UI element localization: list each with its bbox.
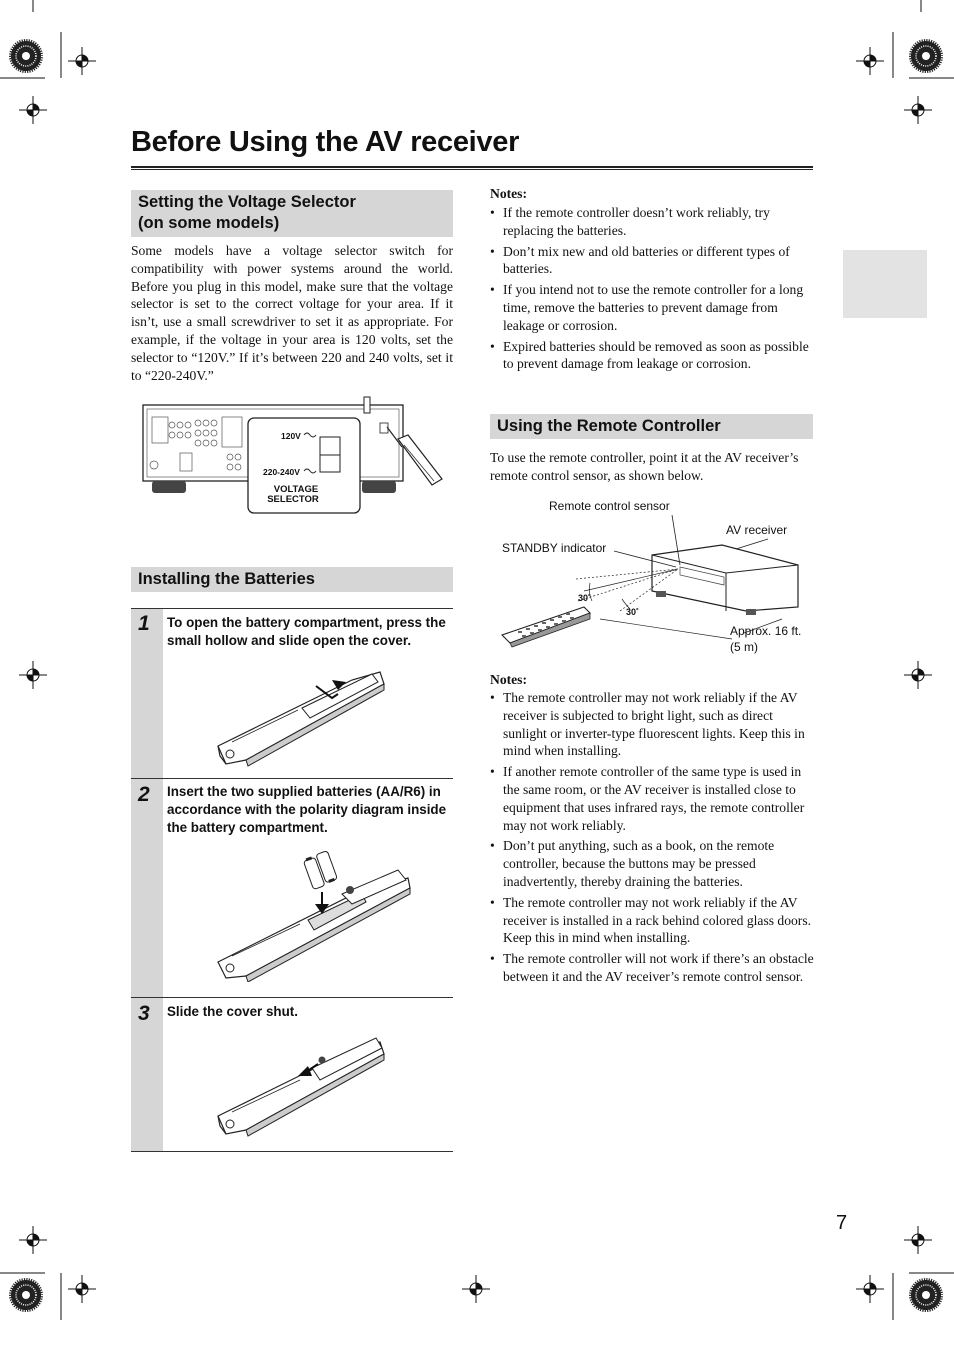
- voltage-heading: [131, 190, 453, 237]
- voltage-body: Some models have a voltage selector switch for compatibility with power systems around the world. Before you plug in this model, make sure that the voltage selector is set to the correct voltage for your area. If it isn’t, use a small screwdriver to set it as appropriate. For example, if the voltage in your area is 120 volts, set the selector to “120V.” If it’s between 220 and 240 volts, set it to “220-240V.”: [131, 243, 453, 383]
- note-bottom-item: • The remote controller may not work reliably if the AV receiver is subjected to bright light, such as direct sunlight or inverter-type fluorescent lights. Keep this in mind when installing.: [490, 689, 814, 760]
- label-220-240v: 220-240V: [263, 467, 300, 477]
- notes-bottom-list: [490, 689, 814, 989]
- remote-heading: Using the Remote Controller: [490, 414, 813, 439]
- voltage-selector-figure: [140, 395, 450, 517]
- label-selector: SELECTOR: [267, 494, 319, 505]
- step-text-1: To open the battery compartment, press the small hollow and slide open the cover.: [167, 615, 446, 648]
- note-bottom-item: • The remote controller will not work if there’s an obstacle between it and the AV receiver’s remote control sensor.: [490, 950, 814, 986]
- step-number-3: 3: [138, 1002, 150, 1025]
- voltage-heading-line2: (on some models): [138, 214, 280, 232]
- batteries-heading: Installing the Batteries: [131, 567, 453, 592]
- label-av-receiver: AV receiver: [726, 523, 788, 537]
- step2-batteries-illustration: [212, 848, 412, 982]
- notes-top-list: [490, 204, 814, 376]
- note-bottom-item: • Don’t put anything, such as a book, on the remote controller, because the buttons may be pressed inadvertently, thereby draining the batteries.: [490, 837, 814, 890]
- note-top-item: • Expired batteries should be removed as soon as possible to prevent damage from leakage or corrosion.: [490, 338, 814, 374]
- note-top-item: • Don’t mix new and old batteries or different types of batteries.: [490, 243, 814, 279]
- label-distance-2: (5 m): [730, 640, 758, 654]
- step-rule-top: [131, 608, 453, 609]
- notes-bottom-label: Notes:: [490, 672, 527, 687]
- step-text-2: Insert the two supplied batteries (AA/R6) in accordance with the polarity diagram inside the battery compartment.: [167, 784, 447, 835]
- page-title: Before Using the AV receiver: [131, 126, 520, 158]
- voltage-heading-line1: Setting the Voltage Selector: [138, 193, 356, 211]
- label-remote-sensor: Remote control sensor: [549, 499, 670, 513]
- step-rule-2: [131, 997, 453, 998]
- angle-label-2: 30˚: [626, 607, 640, 617]
- remote-body: To use the remote controller, point it at the AV receiver’s remote control sensor, as shown below.: [490, 450, 799, 483]
- step-number-1: 1: [138, 612, 150, 635]
- step-number-column: [131, 609, 163, 1151]
- step3-remote-illustration: [212, 1028, 388, 1138]
- label-distance-1: Approx. 16 ft.: [730, 624, 802, 638]
- step1-remote-illustration: [212, 660, 388, 768]
- label-voltage: VOLTAGE: [273, 484, 319, 495]
- note-bottom-item: • The remote controller may not work reliably if the AV receiver is installed in a rack behind colored glass doors. Keep this in mind when installing.: [490, 894, 814, 947]
- note-top-item: • If you intend not to use the remote controller for a long time, remove the batteries to prevent damage from leakage or corrosion.: [490, 281, 814, 334]
- step-rule-1: [131, 778, 453, 779]
- angle-label-1: 30˚: [578, 593, 592, 603]
- step-number-2: 2: [138, 783, 150, 806]
- label-120v: 120V: [281, 431, 301, 441]
- section-side-tab: [843, 250, 927, 318]
- note-top-item: • If the remote controller doesn’t work reliably, try replacing the batteries.: [490, 204, 814, 240]
- label-standby-indicator: STANDBY indicator: [502, 541, 607, 555]
- remote-usage-diagram: [500, 515, 810, 655]
- notes-top-label: Notes:: [490, 186, 527, 201]
- page-number: 7: [836, 1212, 848, 1234]
- step-rule-bottom: [131, 1151, 453, 1152]
- title-rule: [131, 166, 813, 170]
- step-text-3: Slide the cover shut.: [167, 1004, 298, 1019]
- note-bottom-item: • If another remote controller of the same type is used in the same room, or the AV receiver is installed close to equipment that uses infrared rays, the remote controller may not work reliably.: [490, 763, 814, 834]
